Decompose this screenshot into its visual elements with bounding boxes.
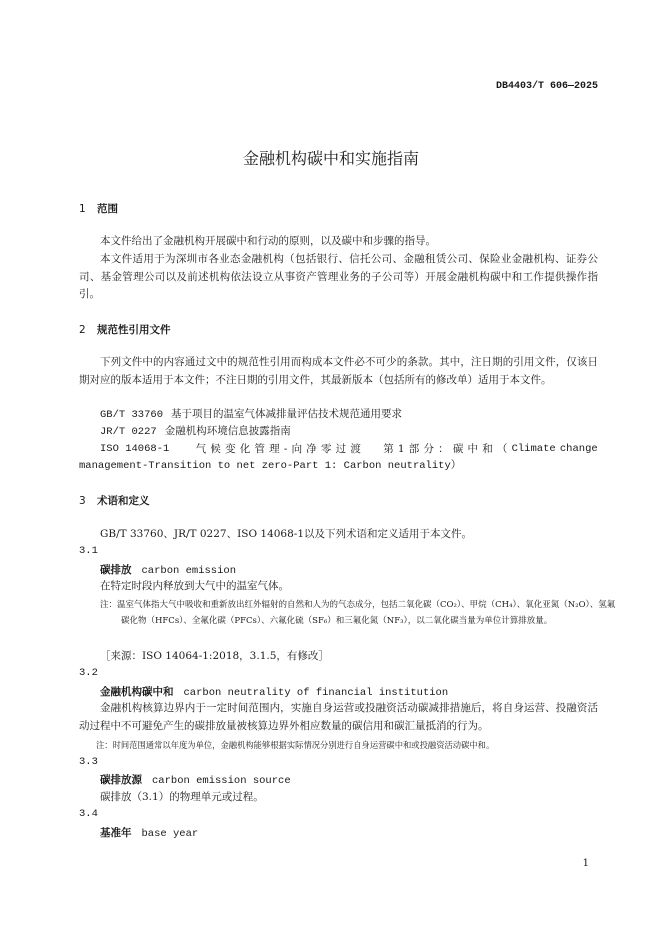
- paragraph: 下列文件中的内容通过文中的规范性引用而构成本文件必不可少的条款。其中，注日期的引用文件，仅该日期对应的版本适用于本文件；不注日期的引用文件，其最新版本（包括所有的修改单）适用于本文件。: [79, 356, 598, 386]
- reference-item: JR/T 0227 金融机构环境信息披露指南: [100, 425, 291, 438]
- section-heading-3: 3 术语和定义: [79, 495, 150, 507]
- reference-item: GB/T 33760 基于项目的温室气体减排量评估技术规范通用要求: [100, 408, 403, 421]
- paragraph: 本文件适用于为深圳市各业态金融机构（包括银行、信托公司、金融租赁公司、保险业金融机构、证券公司、基金管理公司以及前述机构依法设立从事资产管理业务的子公司等）开展金融机构碳中和工作提供操作指引。: [79, 253, 598, 300]
- term-number: 3.2: [79, 667, 98, 679]
- reference-item-continued: management-Transition to net zero-Part 1: Carbon neutrality）: [79, 460, 462, 472]
- document-title: 金融机构碳中和实施指南: [242, 149, 419, 168]
- page-number: 1: [582, 858, 589, 869]
- term-definition: 碳排放（3.1）的物理单元或过程。: [100, 791, 264, 803]
- paragraph: 本文件给出了金融机构开展碳中和行动的原则，以及碳中和步骤的指导。: [100, 235, 436, 247]
- term-note: 注：时间范围通常以年度为单位，金融机构能够根据实际情况分别进行自身运营碳中和或投融资活动碳中和。: [96, 740, 495, 750]
- term-definition: 金融机构核算边界内于一定时间范围内，实施自身运营或投融资活动碳减排措施后，将自身运营、投融资活动过程中不可避免产生的碳排放量被核算边界外相应数量的碳信用和碳汇量抵消的行为。: [79, 702, 598, 732]
- section-heading-1: 1 范围: [79, 203, 118, 215]
- document-number: DB4403/T 606—2025: [495, 81, 598, 92]
- term-source: ［来源：ISO 14064-1:2018，3.1.5，有修改］: [100, 650, 329, 662]
- term-definition: 在特定时段内释放到大气中的温室气体。: [100, 580, 289, 592]
- term-number: 3.1: [79, 545, 98, 557]
- term-heading: 金融机构碳中和 carbon neutrality of financial institution: [100, 686, 449, 699]
- reference-item: ISO 14068-1 气 候 变 化 管 理 - 向 净 零 过 渡 第 1 部 分 ： 碳 中 和 （ Climate change: [100, 443, 598, 455]
- section-intro: GB/T 33760、JR/T 0227、ISO 14068-1以及下列术语和定义适用于本文件。: [100, 528, 473, 540]
- term-heading: 碳排放源 carbon emission source: [100, 774, 291, 787]
- term-number: 3.4: [79, 808, 98, 820]
- term-heading: 碳排放 carbon emission: [100, 564, 237, 577]
- term-note: 注：温室气体指大气中吸收和重新放出红外辐射的自然和人为的气态成分，包括二氧化碳（CO₂）、甲烷（CH₄）、氧化亚氮（N₂O）、氢氟碳化物（HFCs）、全氟化碳（PFCs）、六氟化硫（SF₆）和三氟化氮（NF₃），以二氧化碳当量为单位计算排放量。: [100, 600, 616, 626]
- section-heading-2: 2 规范性引用文件: [79, 324, 171, 336]
- term-heading: 基准年 base year: [100, 827, 199, 840]
- term-number: 3.3: [79, 756, 98, 768]
